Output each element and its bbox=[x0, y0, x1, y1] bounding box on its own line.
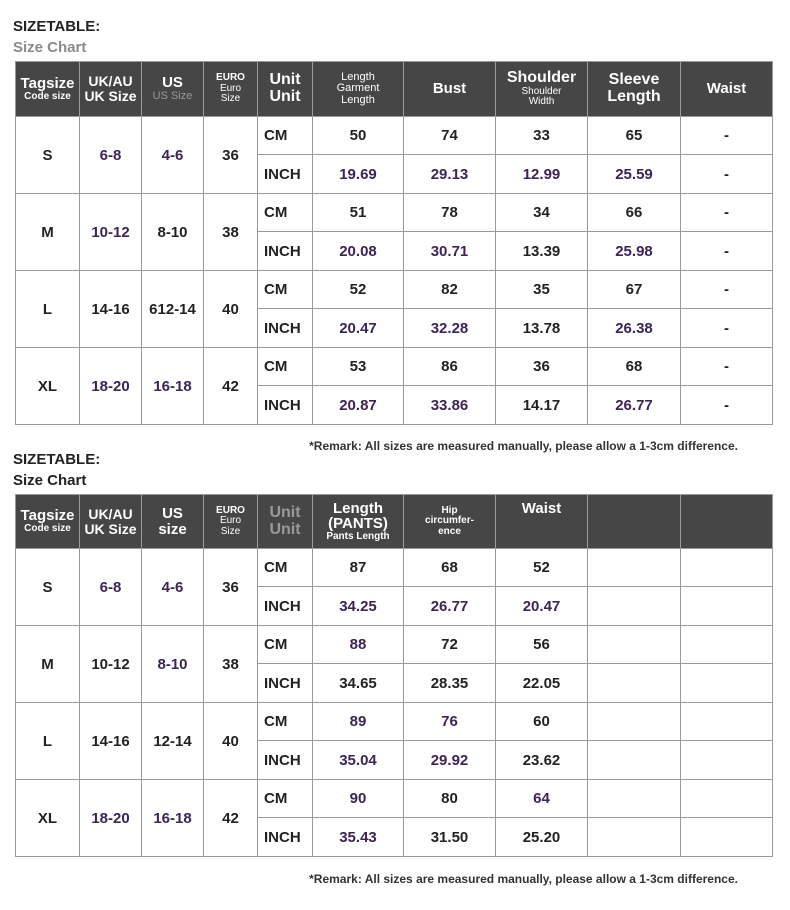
unit-cell: CM bbox=[258, 703, 313, 741]
hip-cell: 68 bbox=[404, 549, 496, 587]
uk-cell: 6-8 bbox=[80, 117, 142, 194]
empty-cell bbox=[681, 626, 773, 664]
bottom-title: SIZETABLE: bbox=[13, 451, 101, 468]
empty-cell bbox=[681, 703, 773, 741]
bust-cell: 82 bbox=[404, 271, 496, 309]
table-row bbox=[16, 703, 773, 741]
size-cell: XL bbox=[16, 348, 80, 425]
bust-cell: 33.86 bbox=[404, 386, 496, 425]
table-row bbox=[16, 626, 773, 664]
unit-cell: INCH bbox=[258, 232, 313, 271]
length-cell: 20.47 bbox=[313, 309, 404, 348]
table-row bbox=[16, 348, 773, 386]
table-row bbox=[16, 780, 773, 818]
euro-cell: 40 bbox=[204, 271, 258, 348]
header-empty-2 bbox=[681, 495, 773, 549]
waist-cell: 64 bbox=[496, 780, 588, 818]
length-cell: 34.25 bbox=[313, 587, 404, 626]
shoulder-cell: 33 bbox=[496, 117, 588, 155]
top-remark: *Remark: All sizes are measured manually, please allow a 1-3cm difference. bbox=[309, 439, 738, 453]
size-cell: M bbox=[16, 194, 80, 271]
bottom-subtitle: Size Chart bbox=[13, 472, 87, 489]
shoulder-cell: 35 bbox=[496, 271, 588, 309]
us-cell: 8-10 bbox=[142, 194, 204, 271]
length-cell: 34.65 bbox=[313, 664, 404, 703]
unit-cell: CM bbox=[258, 348, 313, 386]
us-cell: 16-18 bbox=[142, 348, 204, 425]
header-sleeve: Sleeve Length bbox=[588, 62, 681, 117]
header-euro: EURO Euro Size bbox=[204, 62, 258, 117]
header-us: US size bbox=[142, 495, 204, 549]
bust-cell: 30.71 bbox=[404, 232, 496, 271]
header-tagsize: Tagsize Code size bbox=[16, 62, 80, 117]
waist-cell: - bbox=[681, 194, 773, 232]
length-cell: 89 bbox=[313, 703, 404, 741]
empty-cell bbox=[681, 587, 773, 626]
uk-cell: 10-12 bbox=[80, 626, 142, 703]
empty-cell bbox=[588, 818, 681, 857]
length-cell: 20.87 bbox=[313, 386, 404, 425]
us-cell: 612-14 bbox=[142, 271, 204, 348]
sleeve-cell: 68 bbox=[588, 348, 681, 386]
header-length: Length Garment Length bbox=[313, 62, 404, 117]
bust-cell: 78 bbox=[404, 194, 496, 232]
top-header-row bbox=[16, 62, 773, 117]
empty-cell bbox=[588, 626, 681, 664]
waist-cell: - bbox=[681, 155, 773, 194]
length-cell: 53 bbox=[313, 348, 404, 386]
length-cell: 90 bbox=[313, 780, 404, 818]
empty-cell bbox=[681, 664, 773, 703]
unit-cell: CM bbox=[258, 271, 313, 309]
unit-cell: INCH bbox=[258, 309, 313, 348]
hip-cell: 28.35 bbox=[404, 664, 496, 703]
header-length: Length (PANTS) Pants Length bbox=[313, 495, 404, 549]
hip-cell: 31.50 bbox=[404, 818, 496, 857]
sleeve-cell: 25.98 bbox=[588, 232, 681, 271]
empty-cell bbox=[681, 549, 773, 587]
shoulder-cell: 14.17 bbox=[496, 386, 588, 425]
length-cell: 87 bbox=[313, 549, 404, 587]
shoulder-cell: 34 bbox=[496, 194, 588, 232]
uk-cell: 18-20 bbox=[80, 348, 142, 425]
size-cell: L bbox=[16, 703, 80, 780]
header-waist: Waist bbox=[496, 495, 588, 549]
hip-cell: 80 bbox=[404, 780, 496, 818]
size-cell: L bbox=[16, 271, 80, 348]
empty-cell bbox=[588, 664, 681, 703]
empty-cell bbox=[681, 741, 773, 780]
table-row bbox=[16, 117, 773, 155]
unit-cell: INCH bbox=[258, 818, 313, 857]
sleeve-cell: 67 bbox=[588, 271, 681, 309]
uk-cell: 6-8 bbox=[80, 549, 142, 626]
bust-cell: 29.13 bbox=[404, 155, 496, 194]
bust-cell: 86 bbox=[404, 348, 496, 386]
waist-cell: 52 bbox=[496, 549, 588, 587]
top-subtitle: Size Chart bbox=[13, 39, 87, 56]
size-cell: S bbox=[16, 549, 80, 626]
waist-cell: - bbox=[681, 309, 773, 348]
length-cell: 52 bbox=[313, 271, 404, 309]
unit-cell: CM bbox=[258, 626, 313, 664]
header-empty-1 bbox=[588, 495, 681, 549]
uk-cell: 14-16 bbox=[80, 271, 142, 348]
us-cell: 12-14 bbox=[142, 703, 204, 780]
shoulder-cell: 36 bbox=[496, 348, 588, 386]
bottom-size-table bbox=[15, 494, 773, 857]
sleeve-cell: 26.38 bbox=[588, 309, 681, 348]
euro-cell: 42 bbox=[204, 348, 258, 425]
unit-cell: CM bbox=[258, 549, 313, 587]
waist-cell: 56 bbox=[496, 626, 588, 664]
uk-cell: 10-12 bbox=[80, 194, 142, 271]
unit-cell: INCH bbox=[258, 741, 313, 780]
header-uk: UK/AU UK Size bbox=[80, 495, 142, 549]
sleeve-cell: 65 bbox=[588, 117, 681, 155]
us-cell: 16-18 bbox=[142, 780, 204, 857]
euro-cell: 36 bbox=[204, 117, 258, 194]
header-us: US US Size bbox=[142, 62, 204, 117]
table-row bbox=[16, 549, 773, 587]
empty-cell bbox=[588, 549, 681, 587]
length-cell: 35.04 bbox=[313, 741, 404, 780]
header-euro: EURO Euro Size bbox=[204, 495, 258, 549]
size-cell: M bbox=[16, 626, 80, 703]
bottom-remark: *Remark: All sizes are measured manually, please allow a 1-3cm difference. bbox=[309, 872, 738, 886]
size-cell: XL bbox=[16, 780, 80, 857]
waist-cell: 25.20 bbox=[496, 818, 588, 857]
table-row bbox=[16, 271, 773, 309]
unit-cell: INCH bbox=[258, 587, 313, 626]
hip-cell: 26.77 bbox=[404, 587, 496, 626]
empty-cell bbox=[588, 780, 681, 818]
unit-cell: CM bbox=[258, 117, 313, 155]
unit-cell: INCH bbox=[258, 664, 313, 703]
top-size-table bbox=[15, 61, 773, 425]
header-bust: Bust bbox=[404, 62, 496, 117]
uk-cell: 18-20 bbox=[80, 780, 142, 857]
waist-cell: 20.47 bbox=[496, 587, 588, 626]
shoulder-cell: 13.39 bbox=[496, 232, 588, 271]
us-cell: 8-10 bbox=[142, 626, 204, 703]
euro-cell: 38 bbox=[204, 194, 258, 271]
header-tagsize: Tagsize Code size bbox=[16, 495, 80, 549]
shoulder-cell: 13.78 bbox=[496, 309, 588, 348]
header-unit: Unit Unit bbox=[258, 62, 313, 117]
waist-cell: - bbox=[681, 271, 773, 309]
length-cell: 20.08 bbox=[313, 232, 404, 271]
euro-cell: 40 bbox=[204, 703, 258, 780]
us-cell: 4-6 bbox=[142, 117, 204, 194]
unit-cell: CM bbox=[258, 780, 313, 818]
waist-cell: - bbox=[681, 386, 773, 425]
uk-cell: 14-16 bbox=[80, 703, 142, 780]
header-uk: UK/AU UK Size bbox=[80, 62, 142, 117]
waist-cell: - bbox=[681, 348, 773, 386]
header-waist: Waist bbox=[681, 62, 773, 117]
waist-cell: 23.62 bbox=[496, 741, 588, 780]
hip-cell: 72 bbox=[404, 626, 496, 664]
empty-cell bbox=[681, 818, 773, 857]
bust-cell: 74 bbox=[404, 117, 496, 155]
sleeve-cell: 25.59 bbox=[588, 155, 681, 194]
sleeve-cell: 26.77 bbox=[588, 386, 681, 425]
euro-cell: 36 bbox=[204, 549, 258, 626]
empty-cell bbox=[681, 780, 773, 818]
waist-cell: 60 bbox=[496, 703, 588, 741]
hip-cell: 76 bbox=[404, 703, 496, 741]
top-title: SIZETABLE: bbox=[13, 18, 101, 35]
empty-cell bbox=[588, 741, 681, 780]
header-hip: Hip circumfer- ence bbox=[404, 495, 496, 549]
unit-cell: INCH bbox=[258, 386, 313, 425]
euro-cell: 42 bbox=[204, 780, 258, 857]
bottom-header-row bbox=[16, 495, 773, 549]
length-cell: 51 bbox=[313, 194, 404, 232]
euro-cell: 38 bbox=[204, 626, 258, 703]
waist-cell: - bbox=[681, 232, 773, 271]
length-cell: 88 bbox=[313, 626, 404, 664]
unit-cell: CM bbox=[258, 194, 313, 232]
bust-cell: 32.28 bbox=[404, 309, 496, 348]
shoulder-cell: 12.99 bbox=[496, 155, 588, 194]
empty-cell bbox=[588, 703, 681, 741]
size-cell: S bbox=[16, 117, 80, 194]
header-shoulder: Shoulder Shoulder Width bbox=[496, 62, 588, 117]
table-row bbox=[16, 194, 773, 232]
unit-cell: INCH bbox=[258, 155, 313, 194]
length-cell: 50 bbox=[313, 117, 404, 155]
length-cell: 19.69 bbox=[313, 155, 404, 194]
header-unit: Unit Unit bbox=[258, 495, 313, 549]
sleeve-cell: 66 bbox=[588, 194, 681, 232]
empty-cell bbox=[588, 587, 681, 626]
waist-cell: 22.05 bbox=[496, 664, 588, 703]
length-cell: 35.43 bbox=[313, 818, 404, 857]
us-cell: 4-6 bbox=[142, 549, 204, 626]
hip-cell: 29.92 bbox=[404, 741, 496, 780]
waist-cell: - bbox=[681, 117, 773, 155]
